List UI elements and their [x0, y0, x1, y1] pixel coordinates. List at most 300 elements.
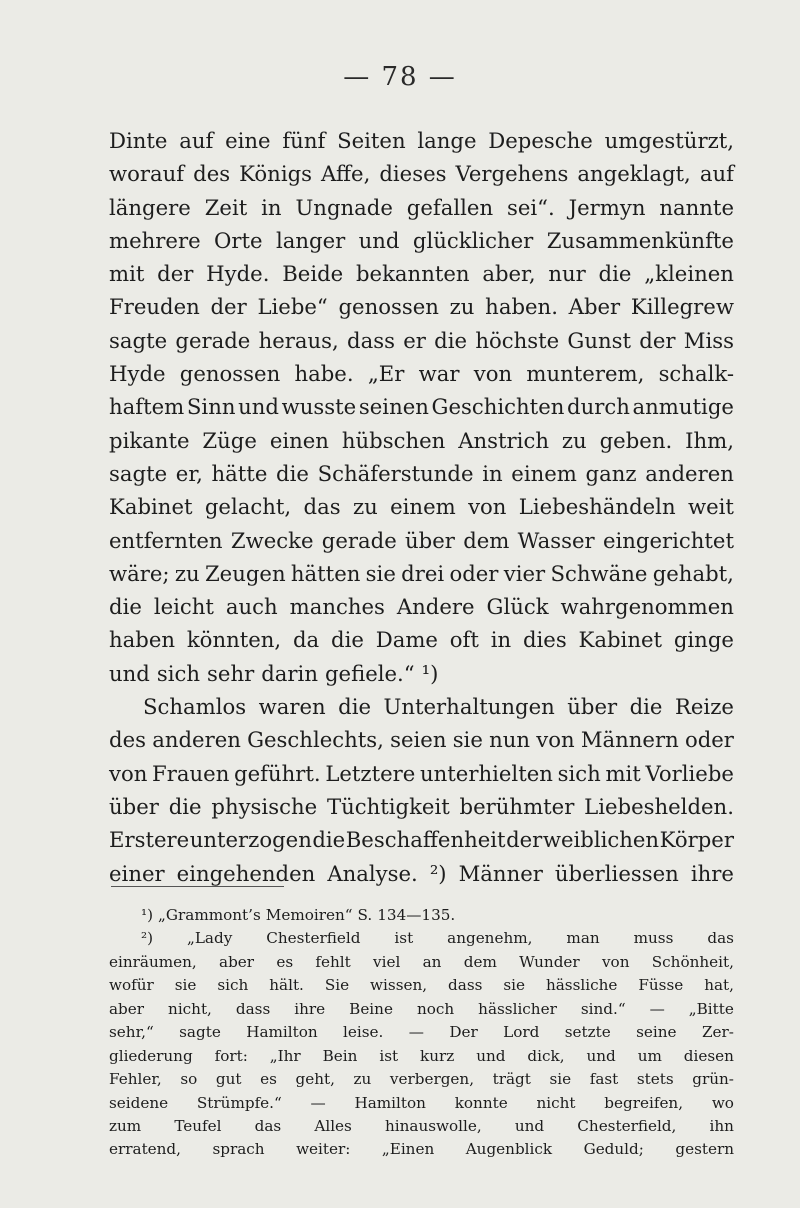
word: leicht	[153, 594, 214, 620]
word: von	[601, 952, 630, 971]
word: man	[566, 929, 600, 948]
word: auf	[179, 128, 214, 153]
word: anmutige	[632, 394, 734, 420]
word: hätten	[290, 560, 361, 586]
word: dem	[463, 952, 497, 971]
word: eingehenden	[176, 860, 316, 886]
word: aber	[219, 952, 255, 971]
word: —	[408, 1023, 424, 1042]
word: er,	[175, 460, 203, 486]
text-line	[109, 357, 734, 390]
word: hätte	[211, 460, 268, 486]
word: habe.	[294, 361, 354, 387]
word: aber,	[482, 261, 536, 287]
word: muss	[633, 929, 674, 948]
text-line	[109, 757, 734, 790]
word: eingerichtet	[602, 527, 734, 553]
footnote-line	[109, 1021, 734, 1044]
word: hässliche	[545, 976, 618, 995]
word: gehabt,	[652, 560, 734, 586]
word: viel	[373, 952, 401, 971]
word: Frauen	[152, 760, 230, 786]
word: Aber	[568, 294, 621, 320]
word: Gunst	[567, 327, 632, 353]
word: „Lady	[186, 929, 233, 948]
word: könnten,	[186, 627, 282, 653]
word: durch	[567, 394, 630, 420]
word: die	[276, 460, 309, 486]
word: Jermyn	[568, 194, 646, 220]
word: von	[473, 361, 513, 387]
word: sich	[156, 660, 201, 686]
word: mit	[109, 261, 145, 287]
word: nur	[548, 261, 586, 287]
word: trägt	[492, 1070, 531, 1089]
word: gerade	[175, 327, 251, 353]
word: ihn	[709, 1116, 734, 1135]
word: sei“.	[506, 194, 555, 220]
word: der	[157, 261, 194, 287]
word: Bein	[322, 1046, 358, 1065]
word: dick,	[527, 1046, 565, 1065]
word: Ihm,	[685, 427, 734, 453]
word: berühmter	[459, 793, 575, 819]
word: „kleinen	[644, 261, 734, 287]
word: Strümpfe.“	[196, 1093, 282, 1112]
word: das	[707, 929, 734, 948]
word: das	[254, 1116, 282, 1135]
word: hält.	[269, 976, 304, 995]
word: glücklicher	[412, 227, 534, 253]
word: und	[238, 394, 279, 420]
word: ¹)	[141, 906, 154, 924]
word: wissen,	[370, 976, 428, 995]
word: wusste	[281, 394, 357, 420]
word: ihre	[690, 860, 734, 886]
word: dass	[235, 999, 271, 1018]
word: ginge	[673, 627, 734, 653]
word: sprach	[212, 1140, 265, 1159]
word: die	[109, 594, 142, 620]
word: vier	[503, 560, 546, 586]
word: drei	[401, 560, 445, 586]
word: dem	[463, 527, 510, 553]
word: sie	[452, 727, 483, 753]
word: angenehm,	[447, 929, 533, 948]
word: Tüchtigkeit	[326, 793, 450, 819]
word: Wunder	[519, 952, 580, 971]
word: und	[586, 1046, 616, 1065]
word: fort:	[214, 1046, 248, 1065]
word: unterhielten	[420, 760, 553, 786]
word: Sinn	[186, 394, 236, 420]
footnote-line	[109, 1045, 734, 1068]
word: Sie	[324, 976, 350, 995]
word: sie	[174, 976, 197, 995]
word: des	[193, 161, 231, 187]
word: begreifen,	[604, 1093, 684, 1112]
word: Vergehens	[455, 161, 569, 187]
word: Freuden	[109, 294, 200, 320]
word: unterzogen	[189, 827, 312, 853]
word: ²)	[429, 860, 447, 886]
word: von	[109, 760, 148, 786]
word: um	[637, 1046, 662, 1065]
word: oft	[449, 627, 479, 653]
word: S.	[357, 906, 373, 924]
word: in	[490, 627, 512, 653]
word: seine	[636, 1023, 677, 1042]
word: Augenblick	[465, 1140, 553, 1159]
word: Lord	[503, 1023, 540, 1042]
word: sind.“	[580, 999, 626, 1018]
word: bekannten	[355, 261, 470, 287]
word: „Er	[367, 361, 405, 387]
word: Letztere	[325, 760, 416, 786]
word: leise.	[343, 1023, 384, 1042]
word: fehlt	[315, 952, 351, 971]
word: sich	[217, 976, 249, 995]
word: Schamlos	[143, 694, 247, 720]
word: gefiele.“	[324, 660, 415, 686]
word: Depesche	[488, 128, 593, 153]
word: wahrgenommen	[560, 594, 734, 620]
word: von	[468, 494, 507, 520]
word: ihre	[294, 999, 326, 1018]
word: hinauswolle,	[384, 1116, 482, 1135]
word: Killegrew	[630, 294, 734, 320]
word: Zwecke	[230, 527, 314, 553]
footnote-divider	[111, 886, 284, 887]
word: Geschichten	[431, 394, 565, 420]
word: Hamilton	[246, 1023, 318, 1042]
text-line	[109, 490, 734, 523]
word: heraus,	[258, 327, 339, 353]
word: zu	[174, 560, 200, 586]
word: aber	[109, 999, 145, 1018]
word: über	[109, 793, 159, 819]
word: sehr,“	[109, 1023, 154, 1042]
word: Geschlechts,	[247, 727, 384, 753]
word: ¹)	[421, 660, 439, 686]
word: einem	[511, 460, 577, 486]
word: umgestürzt,	[604, 128, 734, 153]
word: anderen	[152, 727, 241, 753]
word: über	[405, 527, 455, 553]
word: zu	[352, 494, 378, 520]
footnote-line	[109, 1115, 734, 1138]
word: da	[292, 627, 320, 653]
word: einer	[109, 860, 165, 886]
word: die	[331, 627, 364, 653]
word: Zusammenkünfte	[546, 227, 734, 253]
text-line	[109, 457, 734, 490]
word: Anstrich	[458, 427, 549, 453]
word: Beine	[349, 999, 393, 1018]
page-number: — 78 —	[343, 62, 457, 92]
word: seidene	[109, 1093, 169, 1112]
word: haben.	[485, 294, 558, 320]
word: zu	[449, 294, 475, 320]
footnote-line	[109, 1068, 734, 1091]
word: auch	[225, 594, 278, 620]
word: Liebeshändeln	[518, 494, 676, 520]
text-line	[109, 857, 734, 890]
word: so	[180, 1070, 198, 1089]
word: schalk-	[658, 361, 734, 387]
word: Chesterfield	[266, 929, 361, 948]
word: Schäferstunde	[317, 460, 474, 486]
footnote-line	[109, 998, 734, 1021]
word: Beschaffenheit	[345, 827, 506, 853]
word: an	[422, 952, 442, 971]
word: Miss	[683, 327, 734, 353]
text-line	[109, 390, 734, 423]
word: sagte	[109, 460, 168, 486]
word: Schwäne	[550, 560, 648, 586]
word: Schönheit,	[651, 952, 734, 971]
word: war	[418, 361, 460, 387]
footnote-line	[109, 974, 734, 997]
text-line	[109, 690, 734, 723]
word: der	[506, 827, 543, 853]
word: wo	[711, 1093, 734, 1112]
word: Andere	[396, 594, 475, 620]
word: gliederung	[109, 1046, 193, 1065]
word: Kabinet	[578, 627, 663, 653]
word: Geduld;	[583, 1140, 644, 1159]
word: einräumen,	[109, 952, 197, 971]
word: Wasser	[517, 527, 595, 553]
word: Reize	[674, 694, 734, 720]
word: Königs	[239, 161, 313, 187]
word: fünf	[282, 128, 326, 153]
word: Zer-	[701, 1023, 734, 1042]
word: manches	[289, 594, 385, 620]
word: setzte	[564, 1023, 611, 1042]
word: einen	[269, 427, 329, 453]
word: zu	[561, 427, 587, 453]
word: sich	[557, 760, 601, 786]
word: dies	[522, 627, 567, 653]
word: gestern	[675, 1140, 734, 1159]
word: in	[261, 194, 282, 220]
word: mehrere	[109, 227, 201, 253]
word: Memoiren“	[265, 906, 353, 924]
word: wäre;	[109, 560, 170, 586]
text-line	[109, 790, 734, 823]
word: auf	[699, 161, 734, 187]
word: Chesterfield,	[577, 1116, 677, 1135]
word: nannte	[659, 194, 734, 220]
footnote-line	[109, 951, 734, 974]
word: darin	[261, 660, 318, 686]
word: physische	[211, 793, 318, 819]
word: es	[276, 952, 294, 971]
text-line	[109, 424, 734, 457]
word: lange	[417, 128, 477, 153]
word: hübschen	[341, 427, 446, 453]
word: hat,	[704, 976, 734, 995]
word: sehr	[207, 660, 255, 686]
text-line	[109, 657, 734, 690]
word: noch	[416, 999, 455, 1018]
text-line	[109, 157, 734, 190]
word: sagte	[109, 327, 168, 353]
word: Orte	[214, 227, 263, 253]
text-line	[109, 224, 734, 257]
word: wofür	[109, 976, 154, 995]
word: und	[476, 1046, 506, 1065]
word: Glück	[486, 594, 549, 620]
word: weit	[687, 494, 734, 520]
footnotes	[109, 904, 734, 1162]
word: Zeit	[204, 194, 248, 220]
word: Füsse	[638, 976, 684, 995]
word: die	[312, 827, 346, 853]
word: zu	[353, 1070, 372, 1089]
word: ist	[394, 929, 414, 948]
word: verbergen,	[389, 1070, 475, 1089]
text-line	[109, 590, 734, 623]
word: hässlicher	[478, 999, 557, 1018]
word: konnte	[454, 1093, 508, 1112]
word: die	[598, 261, 632, 287]
footnote-line	[109, 1092, 734, 1115]
word: Beide	[282, 261, 344, 287]
word: entfernten	[109, 527, 223, 553]
word: Hyde	[109, 361, 166, 387]
word: genossen	[338, 294, 439, 320]
text-line	[109, 290, 734, 323]
word: „Grammont’s	[158, 906, 261, 924]
word: von	[536, 727, 575, 753]
word: „Ihr	[269, 1046, 301, 1065]
word: genossen	[179, 361, 281, 387]
word: pikante	[109, 427, 190, 453]
text-line	[109, 623, 734, 656]
word: Affe,	[321, 161, 371, 187]
body-text	[109, 124, 734, 890]
word: Kabinet	[109, 494, 193, 520]
text-line	[109, 324, 734, 357]
word: haftem	[109, 394, 185, 420]
text-line	[109, 524, 734, 557]
word: sie	[549, 1070, 572, 1089]
word: Hamilton	[354, 1093, 426, 1112]
word: geführt.	[234, 760, 321, 786]
word: angeklagt,	[577, 161, 691, 187]
word: waren	[258, 694, 326, 720]
word: weiblichen	[542, 827, 660, 853]
word: Dinte	[109, 128, 168, 153]
word: erratend,	[109, 1140, 181, 1159]
word: seinen	[358, 394, 429, 420]
word: geben.	[599, 427, 673, 453]
word: und	[358, 227, 400, 253]
word: weiter:	[296, 1140, 351, 1159]
word: Der	[449, 1023, 478, 1042]
word: langer	[275, 227, 346, 253]
word: haben	[109, 627, 176, 653]
word: das	[303, 494, 341, 520]
word: dieses	[379, 161, 447, 187]
word: Seiten	[337, 128, 406, 153]
word: die	[434, 327, 468, 353]
word: oder	[449, 560, 499, 586]
word: Hyde.	[206, 261, 270, 287]
word: zum	[109, 1116, 142, 1135]
word: anderen	[645, 460, 734, 486]
word: die	[168, 793, 202, 819]
word: 134—135.	[377, 906, 456, 924]
word: gut	[215, 1070, 242, 1089]
word: überliessen	[554, 860, 679, 886]
word: dass	[347, 327, 395, 353]
word: „Einen	[381, 1140, 435, 1159]
word: stets	[636, 1070, 674, 1089]
word: gelacht,	[204, 494, 292, 520]
text-line	[109, 191, 734, 224]
text-line	[109, 124, 734, 157]
word: Erstere	[109, 827, 190, 853]
word: des	[109, 727, 146, 753]
word: nicht,	[168, 999, 212, 1018]
word: grün-	[692, 1070, 734, 1089]
word: Analyse.	[327, 860, 418, 886]
word: über	[567, 694, 618, 720]
word: Männer	[458, 860, 543, 886]
word: sagte	[179, 1023, 221, 1042]
word: dass	[448, 976, 483, 995]
word: ²)	[141, 929, 154, 948]
word: die	[338, 694, 372, 720]
word: eine	[225, 128, 271, 153]
word: und	[109, 660, 150, 686]
word: die	[629, 694, 663, 720]
word: kurz	[420, 1046, 455, 1065]
word: gerade	[321, 527, 397, 553]
word: nun	[489, 727, 531, 753]
text-line	[109, 257, 734, 290]
word: Teufel	[174, 1116, 222, 1135]
word: gefallen	[406, 194, 494, 220]
word: Alles	[314, 1116, 352, 1135]
word: —	[649, 999, 665, 1018]
word: fast	[589, 1070, 619, 1089]
footnote-line	[109, 904, 734, 927]
word: nicht	[536, 1093, 576, 1112]
word: in	[482, 460, 503, 486]
word: Ungnade	[295, 194, 393, 220]
word: sie	[503, 976, 526, 995]
word: mit	[605, 760, 641, 786]
word: es	[260, 1070, 277, 1089]
text-line	[109, 723, 734, 756]
word: oder	[684, 727, 734, 753]
word: längere	[109, 194, 191, 220]
word: sie	[365, 560, 396, 586]
word: einem	[390, 494, 456, 520]
text-line	[109, 557, 734, 590]
word: der	[639, 327, 676, 353]
word: höchste	[475, 327, 560, 353]
word: er	[403, 327, 426, 353]
word: —	[310, 1093, 326, 1112]
word: ist	[379, 1046, 399, 1065]
word: seien	[390, 727, 447, 753]
word: ganz	[585, 460, 637, 486]
